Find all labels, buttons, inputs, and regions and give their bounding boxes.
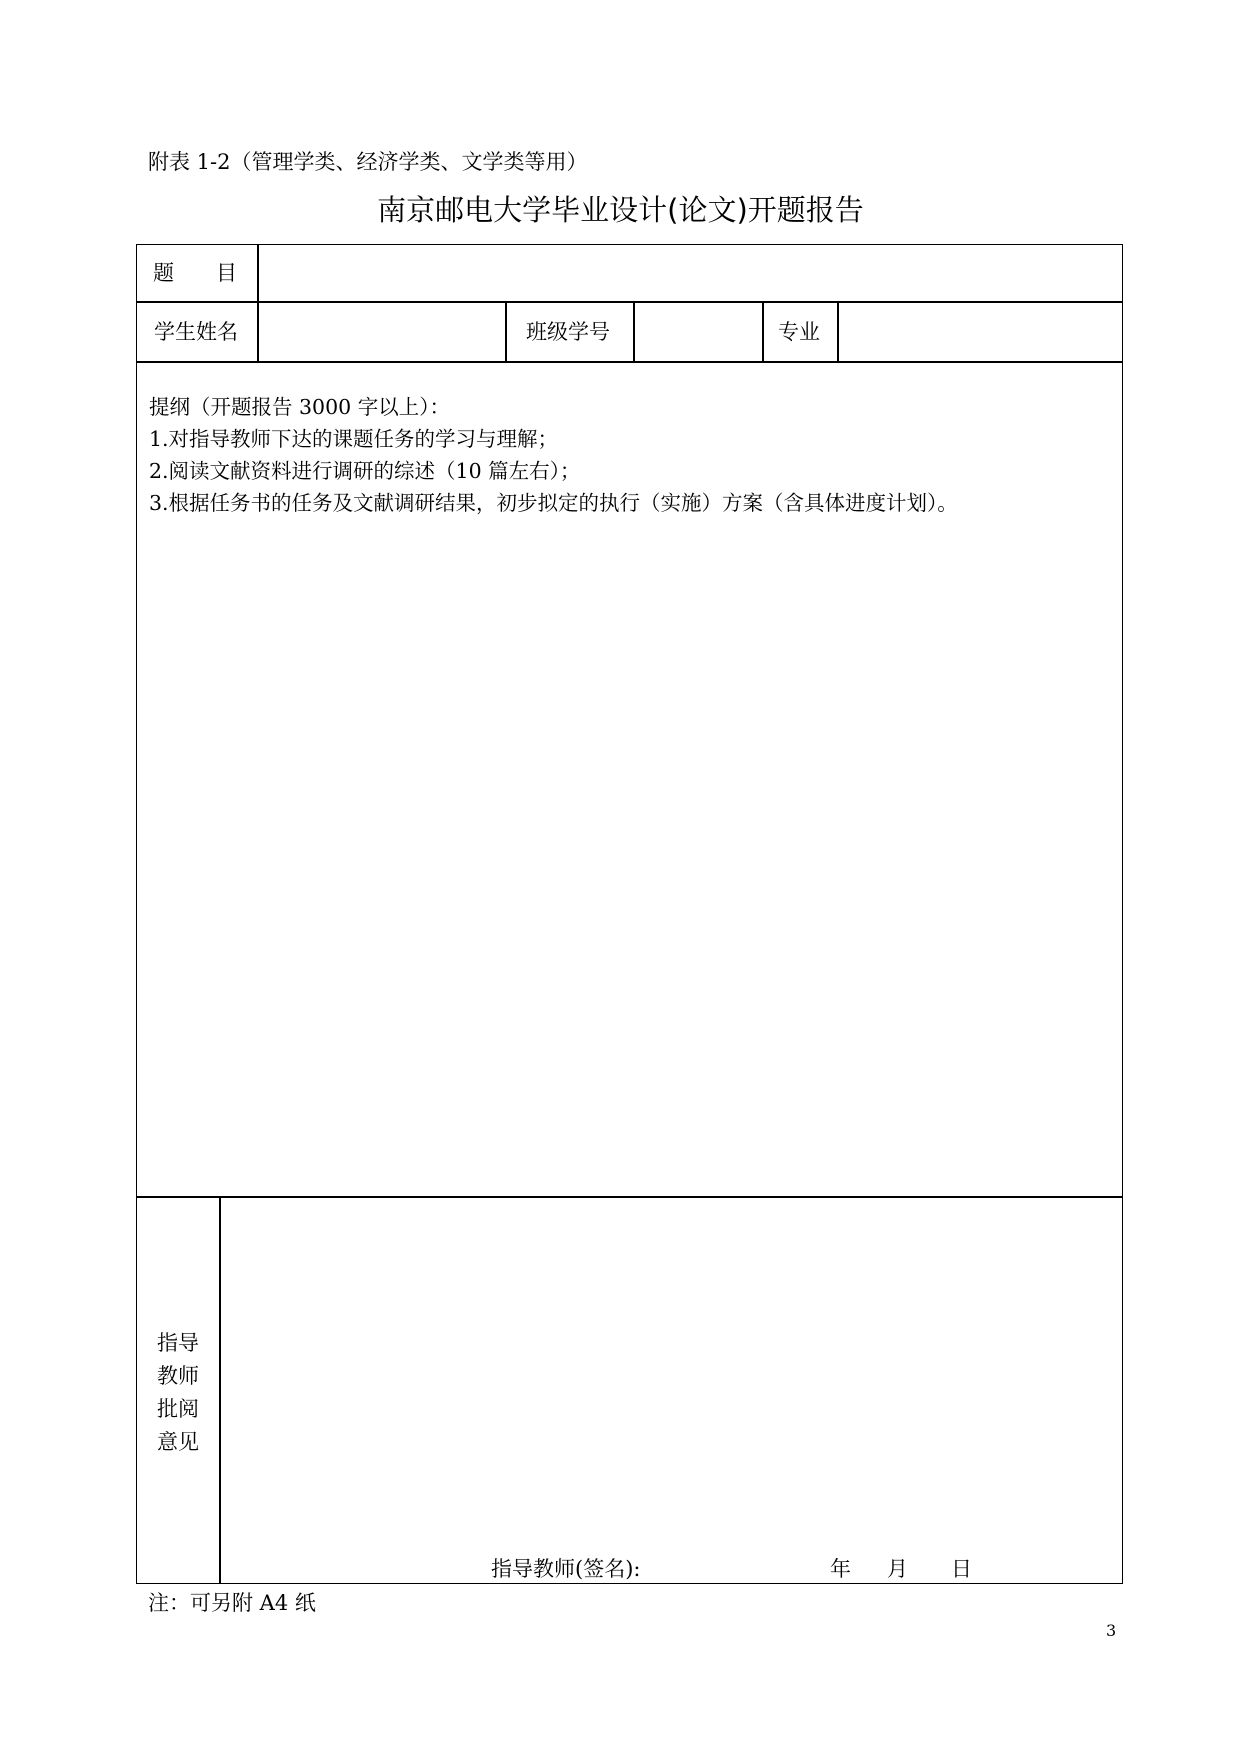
row-divider-outline: [136, 1196, 1123, 1198]
student-name-field[interactable]: [262, 305, 502, 358]
page-number: 3: [1106, 1621, 1117, 1640]
outline-section: [149, 391, 958, 519]
col-divider-class-value: [762, 301, 764, 362]
advisor-signature-label: 指导教师(签名):: [491, 1557, 641, 1581]
advisor-label-line: 批阅: [157, 1397, 199, 1421]
major-field[interactable]: [842, 305, 1117, 358]
advisor-comment-label: [157, 1327, 201, 1459]
date-month-label: 月: [887, 1557, 908, 1581]
page-title: 南京邮电大学毕业设计(论文)开题报告: [377, 193, 864, 227]
class-id-label: 班级学号: [526, 320, 610, 344]
advisor-label-line: 指导: [157, 1331, 199, 1355]
advisor-comment-field[interactable]: [224, 1200, 1117, 1545]
date-year-label: 年: [830, 1557, 851, 1581]
appendix-label: 附表 1-2（管理学类、经济学类、文学类等用）: [148, 150, 588, 174]
date-day-label: 日: [951, 1557, 972, 1581]
col-divider-label: [257, 244, 259, 362]
row-divider-student: [136, 361, 1123, 363]
topic-field[interactable]: [262, 248, 1117, 298]
class-id-field[interactable]: [638, 305, 758, 358]
outline-item: 2.阅读文献资料进行调研的综述（10 篇左右）；: [149, 459, 581, 483]
col-divider-class-label: [633, 301, 635, 362]
col-divider-advisor: [219, 1196, 221, 1584]
col-divider-name-value: [505, 301, 507, 362]
row-divider-topic: [136, 301, 1123, 303]
col-divider-major-label: [837, 301, 839, 362]
student-name-label: 学生姓名: [154, 320, 238, 344]
major-label: 专业: [778, 320, 820, 344]
outline-heading: 提纲（开题报告 3000 字以上）：: [149, 395, 450, 419]
advisor-label-line: 意见: [157, 1430, 199, 1454]
advisor-label-line: 教师: [157, 1364, 199, 1388]
footer-note: 注：可另附 A4 纸: [148, 1591, 316, 1615]
outline-item: 1.对指导教师下达的课题任务的学习与理解；: [149, 427, 559, 451]
topic-label: 题 目: [153, 261, 237, 285]
outline-item: 3.根据任务书的任务及文献调研结果，初步拟定的执行（实施）方案（含具体进度计划）。: [149, 491, 958, 515]
